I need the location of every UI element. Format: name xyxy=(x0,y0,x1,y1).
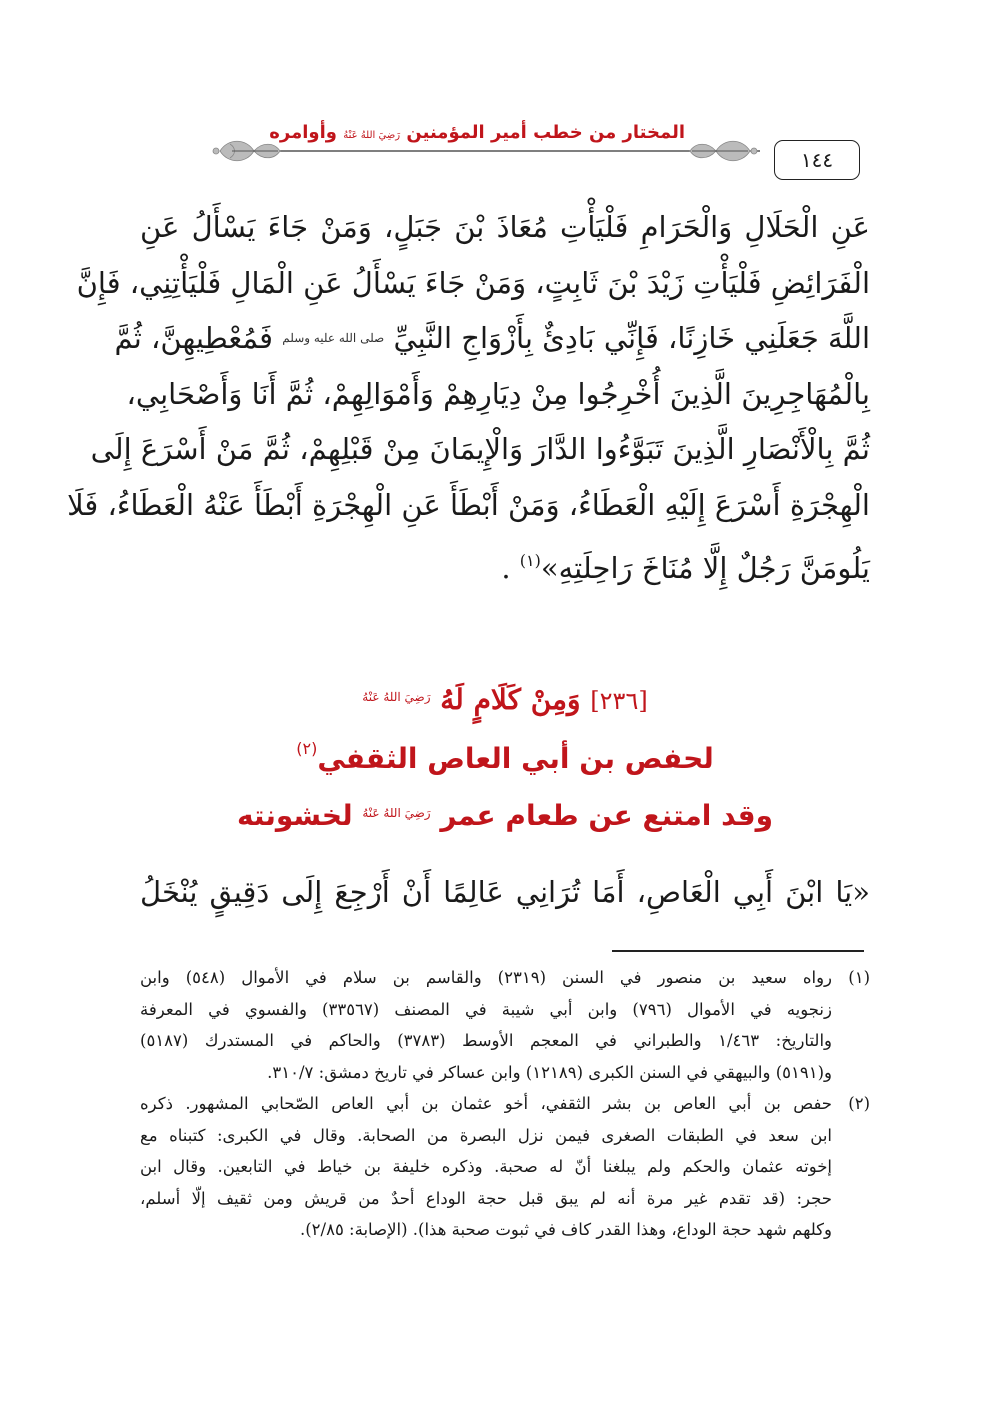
footnote xyxy=(140,962,870,1088)
footnote-number: (٢) xyxy=(848,1094,870,1113)
footnote-ref[interactable]: (١) xyxy=(519,551,541,570)
honorific: رَضِيَ اللهُ عَنْهُ xyxy=(362,806,431,820)
honorific: رَضِيَ اللهُ عَنْهُ xyxy=(343,130,401,141)
text-line: الْفَرَائِضِ فَلْيَأْتِ زَيْدَ بْنَ ثَابِتٍ، وَمَنْ جَاءَ يَسْأَلُ عَنِ الْمَالِ فَلْيَأْتِنِي، فَإِنَّ xyxy=(76,265,870,300)
footnote-line: حفص بن أبي العاص بن بشر الثقفي، أخو عثمان بن أبي العاص الصّحابي المشهور. ذكره xyxy=(140,1094,832,1113)
section-title: [٢٣٦] وَمِنْ كَلَامٍ لَهُ $^{رَضِيَ اللهُ عَنْهُ}$ xyxy=(362,683,648,716)
quote-text: «يَا ابْنَ أَبِي الْعَاصِ، أَمَا تُرَانِي عَالِمًا أَنْ أَرْجِعَ إِلَى دَقِيقٍ يُنْخَلُ xyxy=(140,875,870,909)
text-line: ثُمَّ بِالْأَنْصَارِ الَّذِينَ تَبَوَّءُوا الدَّارَ وَالْإِيمَانَ مِنْ قَبْلِهِمْ، ثُمَّ مَنْ أَسْرَعَ إِلَى xyxy=(90,432,870,466)
footnote-separator xyxy=(612,950,864,952)
section-heading xyxy=(140,672,870,843)
section-number: [٢٣٦] xyxy=(590,687,648,715)
text-line: عَنِ الْحَلَالِ وَالْحَرَامِ فَلْيَأْتِ مُعَاذَ بْنَ جَبَلٍ، وَمَنْ جَاءَ يَسْأَلُ عَنِ xyxy=(140,210,870,244)
main-text xyxy=(67,200,870,597)
footnote-ref[interactable]: (٢) xyxy=(296,739,318,758)
page-number: ١٤٤ xyxy=(774,140,860,180)
text-line: يَلُومَنَّ رَجُلٌ إِلَّا مُنَاخَ رَاحِلَتِهِ»$^{(١)}$ . xyxy=(501,551,870,585)
footnote-line: حجر: (قد تقدم غير مرة أنه لم يبق قبل حجة الوداع أحدٌ من قريش ومن ثقيف إلّا أسلم، xyxy=(140,1188,832,1208)
footnote-number: (١) xyxy=(848,968,870,987)
honorific: رَضِيَ اللهُ عَنْهُ xyxy=(362,690,431,704)
footnote-body xyxy=(140,962,832,1088)
text-line: اللَّهَ جَعَلَنِي خَازِنًا، فَإِنِّي بَادِئٌ بِأَزْوَاجِ النَّبِيِّ $^{صلى الله عليه وسلم}$ فَمُعْطِيهِنَّ، ثُمَّ xyxy=(114,321,870,355)
page-header xyxy=(150,118,860,178)
footnote-body xyxy=(140,1088,832,1246)
running-title: المختار من خطب أمير المؤمنين رَضِيَ اللهُ عَنْهُ وأوامره xyxy=(269,122,685,143)
footnotes xyxy=(140,962,870,1246)
salawat-glyph: صلى الله عليه وسلم xyxy=(282,331,385,345)
footnote-line: رواه سعيد بن منصور في السنن (٢٣١٩) والقاسم بن سلام في الأموال (٥٤٨) وابن xyxy=(140,968,832,987)
text-line: الْهِجْرَةِ أَسْرَعَ إِلَيْهِ الْعَطَاءُ، وَمَنْ أَبْطَأَ عَنِ الْهِجْرَةِ أَبْطَأَ عَنْهُ الْعَطَاءُ، فَلَا xyxy=(67,487,870,522)
footnote-line: ابن سعد في الطبقات الصغرى فيمن نزل البصرة من الصحابة. وقال في الكبرى: كتبناه مع xyxy=(140,1125,832,1145)
text-line: بِالْمُهَاجِرِينَ الَّذِينَ أُخْرِجُوا مِنْ دِيَارِهِمْ وَأَمْوَالِهِمْ، ثُمَّ أَنَا وَأَصْحَابِي، xyxy=(126,376,870,411)
footnote-line: و(٥١٩١) والبيهقي في السنن الكبرى (١٢١٨٩) وابن عساكر في تاريخ دمشق: ٣١٠/٧. xyxy=(267,1062,832,1082)
footnote xyxy=(140,1088,870,1246)
footnote-line: إخوته عثمان والحكم ولم يبلغنا أنّ له صحبة. وذكره خليفة بن خياط في التابعين. وقال ابن xyxy=(140,1157,832,1176)
footnote-line: وكلهم شهد حجة الوداع، وهذا القدر كاف في ثبوت صحبة هذا). (الإصابة: ٢/٨٥). xyxy=(299,1220,832,1239)
footnote-line: والتاريخ: ١/٤٦٣ والطبراني في المعجم الأوسط (٣٧٨٣) والحاكم في المستدرك (٥١٨٧) xyxy=(140,1031,832,1050)
section-subtitle-2: وقد امتنع عن طعام عمر $^{رَضِيَ اللهُ عَنْهُ}$ لخشونته xyxy=(236,799,774,832)
footnote-line: زنجويه في الأموال (٧٩٦) وابن أبي شيبة في المصنف (٣٣٥٦٧) والفسوي في المعرفة xyxy=(140,999,832,1019)
section-subtitle: لحفص بن أبي العاص الثقفي$^{(٢)}$ xyxy=(296,739,714,775)
